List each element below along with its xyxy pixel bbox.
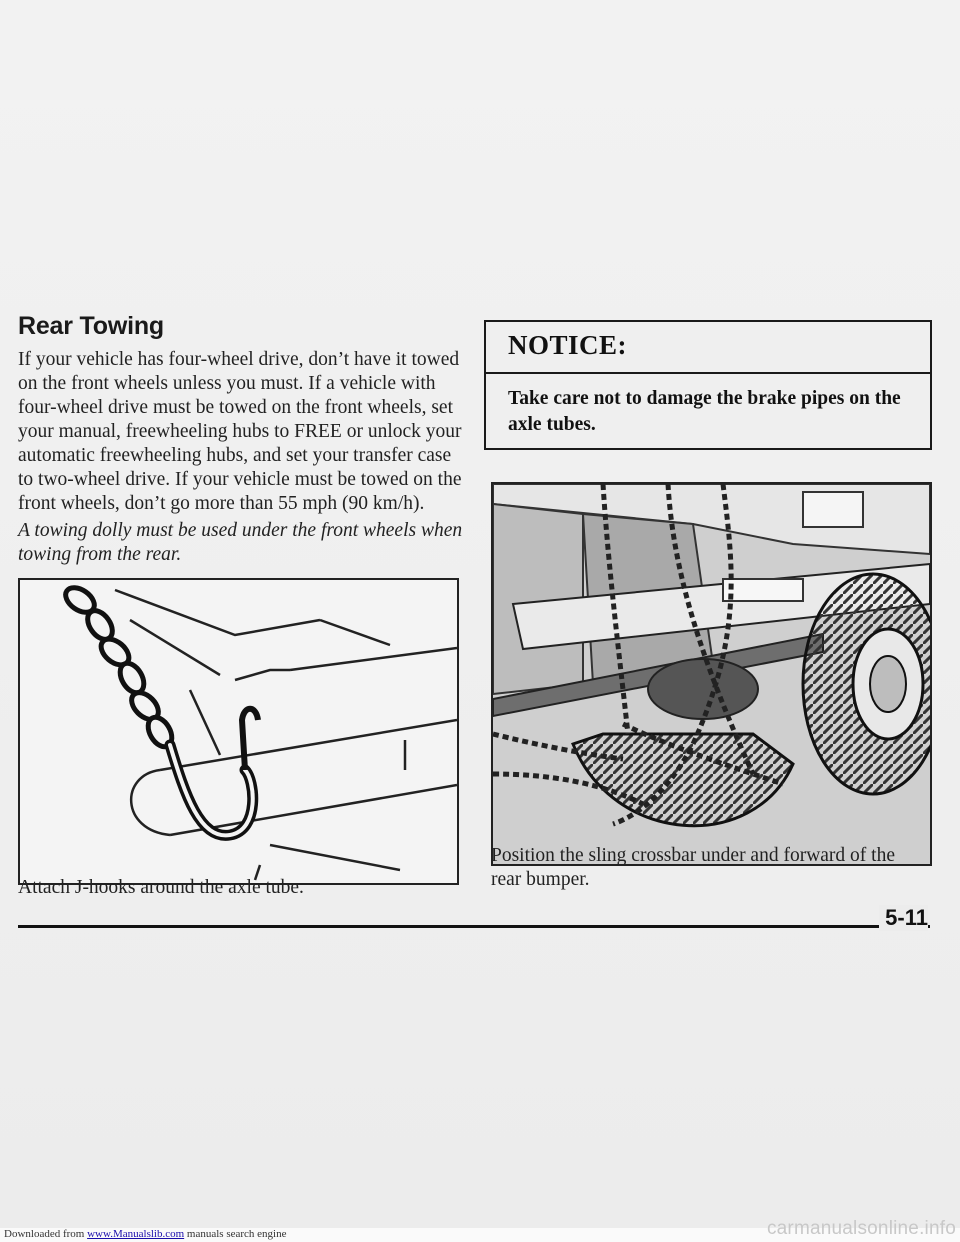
footer-suffix: manuals search engine (184, 1228, 287, 1240)
chain-j-hook-illustration (18, 578, 459, 885)
vehicle-sling-chains-illustration (491, 482, 932, 866)
italic-note: A towing dolly must be used under the front wheels when towing from the rear. (18, 520, 463, 565)
page-rule (18, 925, 930, 928)
notice-box (484, 320, 932, 450)
watermark: carmanualsonline.info (766, 1218, 956, 1239)
section-title: Rear Towing (18, 312, 164, 340)
figure-left-caption: Attach J-hooks around the axle tube. (18, 877, 304, 898)
page-number: 5-11 (879, 905, 928, 931)
notice-heading: NOTICE: (486, 322, 930, 374)
notice-text: Take care not to damage the brake pipes on the axle tubes. (508, 388, 901, 435)
footer-prefix: Downloaded from (4, 1228, 88, 1240)
body-paragraph: If your vehicle has four-wheel drive, don’t have it towed on the front wheels unless you must. If a vehicle with four-wheel drive must be towed on the front wheels, set your manual, freewheeling hubs to FREE or unlock your automatic freewheeling hubs, and set your transfer case to two-wheel drive. If your vehicle must be towed on the front wheels, don’t go more than 55 mph (90 km/h). (18, 349, 462, 514)
figure-right-caption: Position the sling crossbar under and forward of the rear bumper. (491, 845, 895, 890)
footer-download-note (4, 1228, 286, 1240)
manualslib-link[interactable]: www.Manualslib.com (87, 1228, 185, 1240)
